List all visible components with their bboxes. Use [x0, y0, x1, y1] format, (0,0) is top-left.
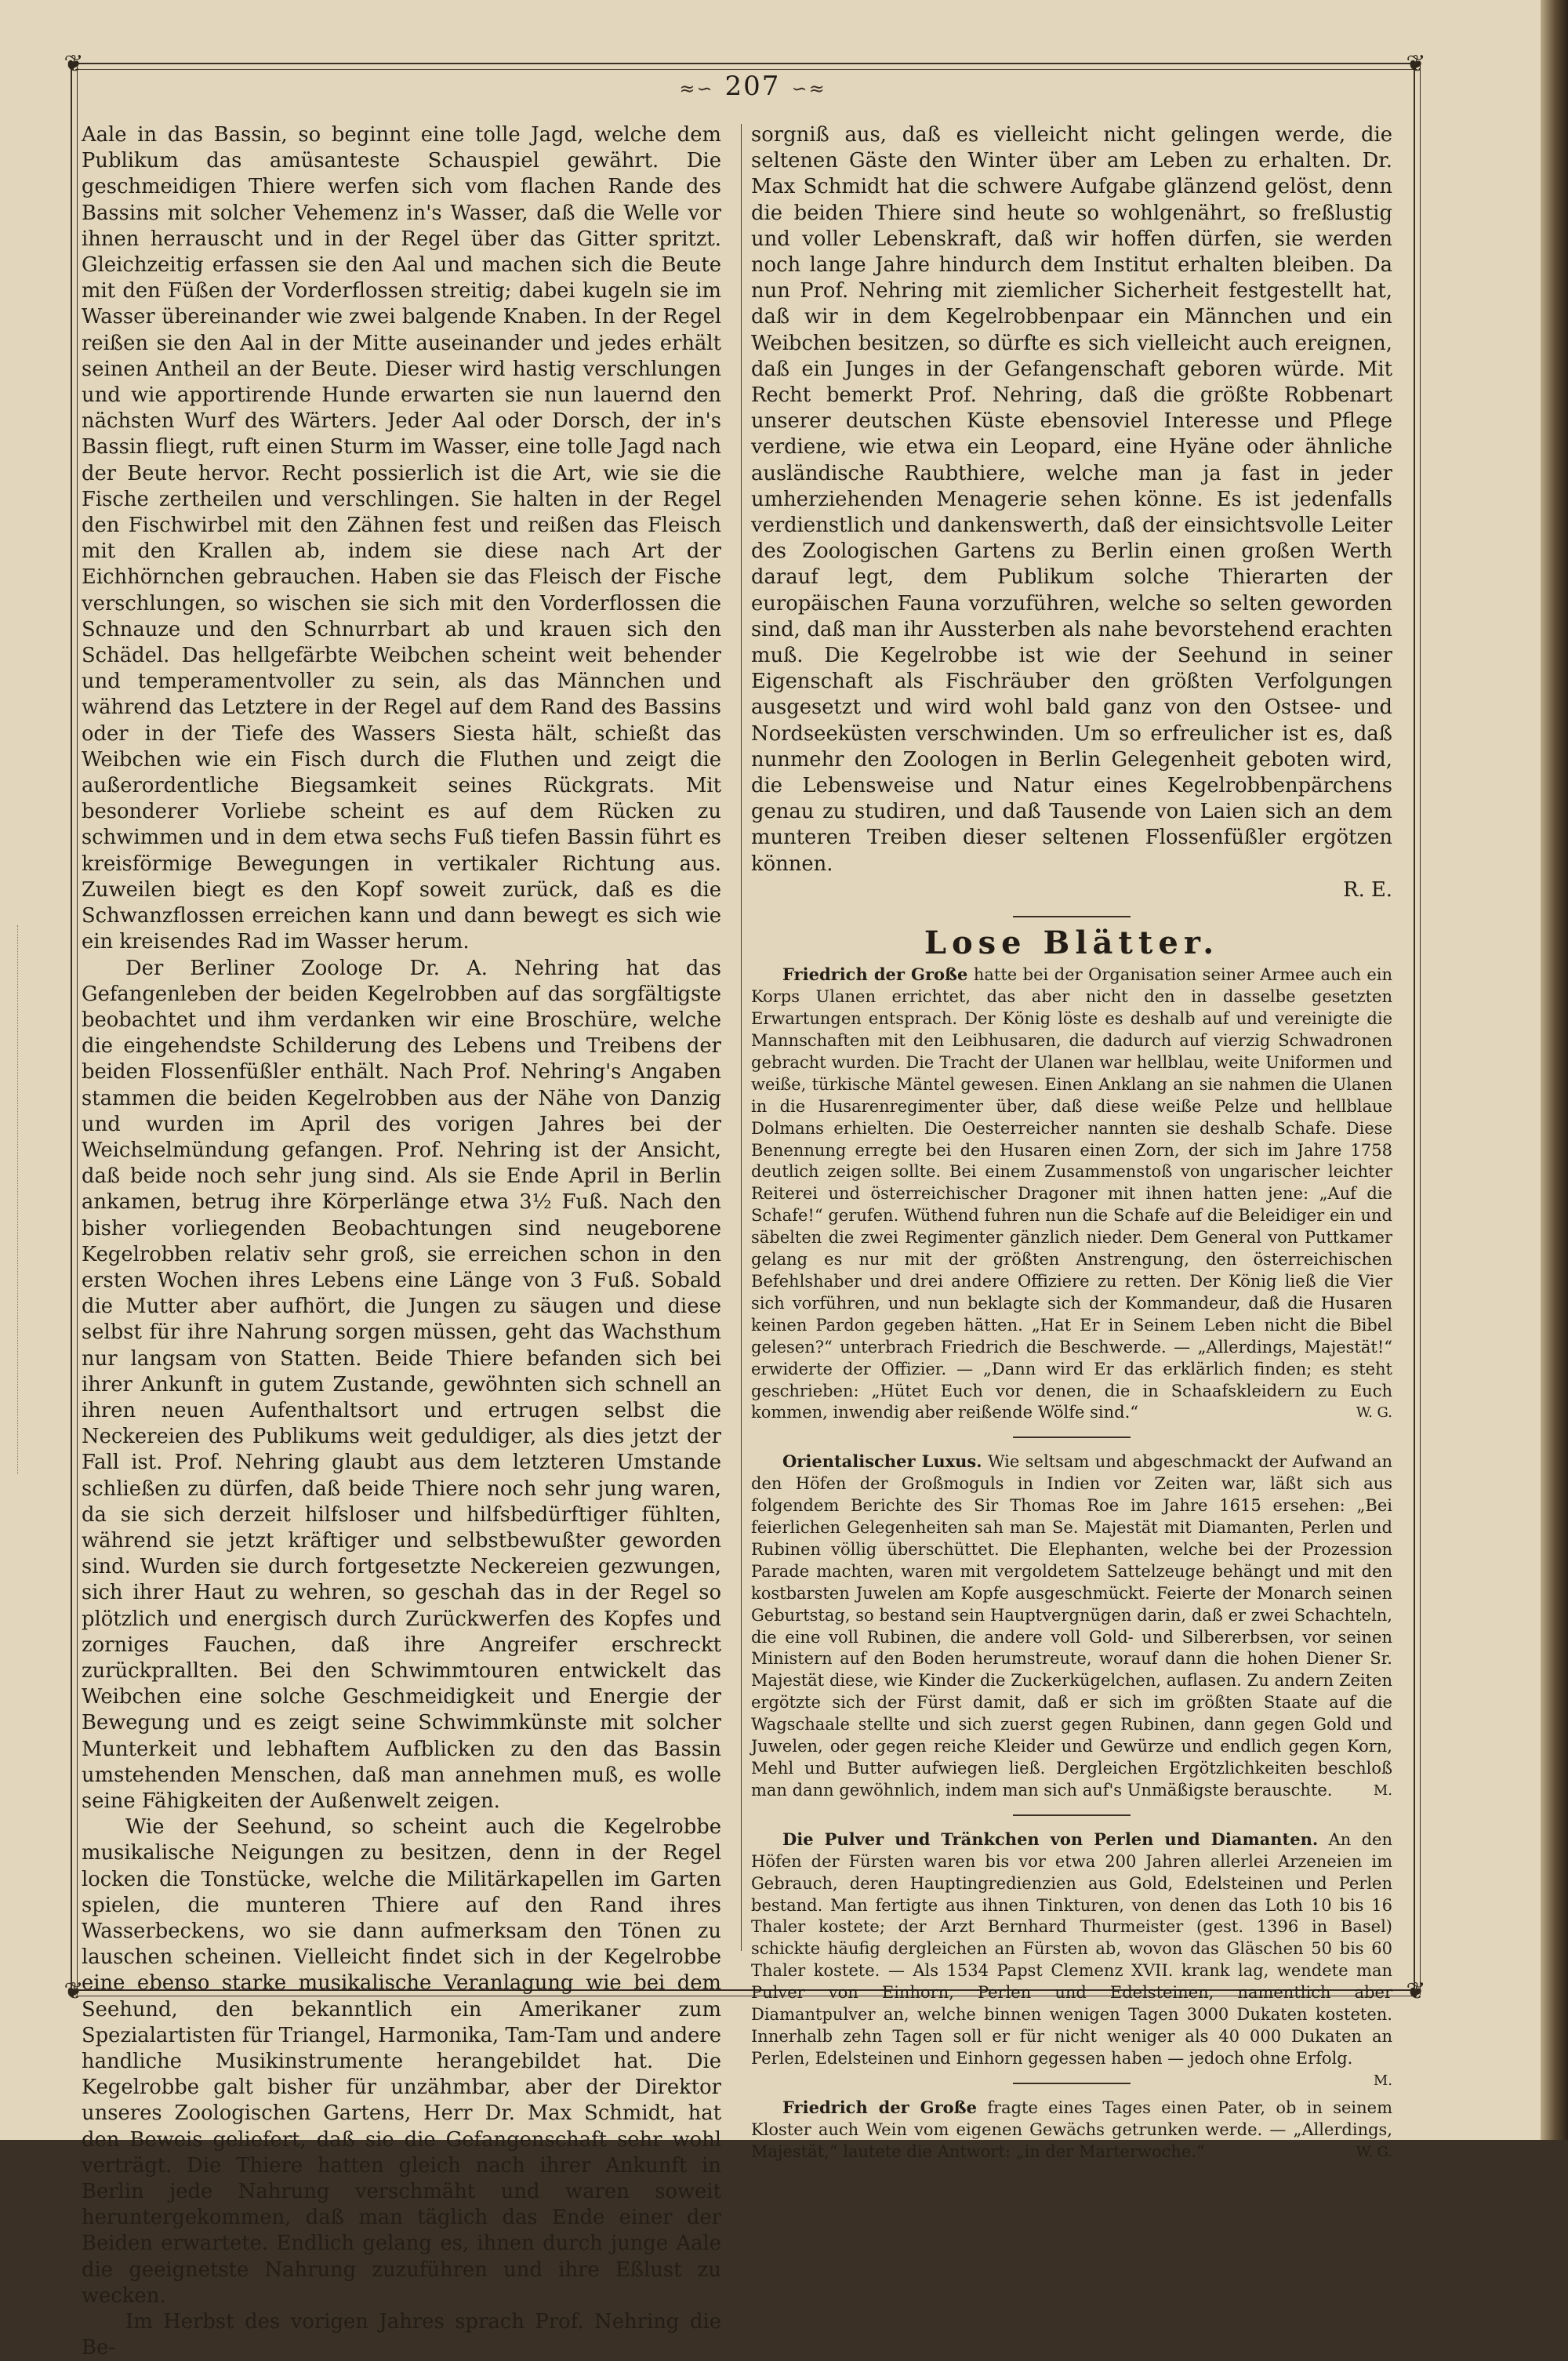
anecdote-item — [751, 2097, 1392, 2163]
page-gutter — [0, 925, 18, 1474]
anecdote-signature: M. — [1373, 2072, 1392, 2089]
article-continuation: sorgniß aus, daß es vielleicht nicht gelingen werde, die seltenen Gäste den Winter über am Leben zu erhalten. Dr. Max Schmidt hat die schwere Aufgabe glänzend gelöst, denn die beiden Thiere sind heute so wohlgenährt, so freßlustig und voller Lebenskraft, daß wir hoffen dürfen, sie werden noch lange Jahre hindurch dem Institut erhalten bleiben. Da nun Prof. Nehring mit ziemlicher Sicherheit festgestellt hat, daß wir in dem Kegelrobbenpaar ein Männchen und ein Weibchen besitzen, so dürfte es sich vielleicht auch ereignen, daß ein Junges in der Gefangenschaft geboren würde. Mit Recht bemerkt Prof. Nehring, daß die größte Robbenart unserer deutschen Küste ebensoviel Interesse und Pflege verdiene, wie etwa ein Leopard, eine Hyäne oder ähnliche ausländische Raubthiere, welche man ja fast in jeder umherziehenden Menagerie sehen könne. Es ist jedenfalls verdienstlich und dankenswerth, daß der einsichtsvolle Leiter des Zoologischen Gartens zu Berlin einen großen Werth darauf legt, dem Publikum solche Thierarten der europäischen Fauna vorzuführen, welche so selten geworden sind, daß man ihr Aussterben als nahe bevorstehend erachten muß. Die Kegelrobbe ist wie der Seehund in seiner Eigenschaft als Fischräuber den größten Verfolgungen ausgesetzt und wird wohl bald ganz von den Ostsee- und Nordseeküsten verschwinden. Um so erfreulicher ist es, daß nunmehr den Zoologen in Berlin Gelegenheit geboten wird, die Lebensweise und Natur eines Kegelrobbenpärchens genau zu studiren, und daß Tausende von Laien sich an dem munteren Treiben dieser seltenen Flossenfüßler ergötzen können. — [751, 123, 1392, 876]
anecdote-text: hatte bei der Organisation seiner Armee auch ein Korps Ulanen errichtet, das aber nicht den in dasselbe gesetzten Erwartungen entsprach. Der König löste es deshalb auf und vereinigte die Mannschaften mit den Leibhusaren, die dadurch auf vierzig Schwadronen gebracht wurden. Die Tracht der Ulanen war hellblau, weite Uniformen und weiße, türkische Mäntel gewesen. Einen Anklang an sie nahmen die Ulanen in die Husarenregimenter über, daß diese weiße Pelze und hellblaue Dolmans erhielten. Die Oesterreicher nannten sie deshalb Schafe. Diese Benennung erregte bei den Husaren einen Zorn, der sich im Jahre 1758 deutlich zeigen sollte. Bei einem Zusammenstoß von ungarischer leichter Reiterei und österreichischer Dragoner mit ihnen hatten jene: „Auf die Schafe!“ gerufen. Wüthend fuhren nun die Schafe auf die Beleidiger ein und säbelten die zwei Regimenter gänzlich nieder. Dem General von Puttkamer gelang es nur mit der größten Anstrengung, den österreichischen Befehlshaber und drei andere Offiziere zu retten. Der König ließ die Vier sich vorführen, und nun beklagte sich der Kommandeur, daß die Husaren keinen Pardon gegeben hätten. „Hat Er in Seinem Leben nicht die Bibel gelesen?“ unterbrach Friedrich die Beschwerde. — „Allerdings, Majestät!“ erwiderte der Offizier. — „Dann wird Er das erklärlich finden; es steht geschrieben: „Hütet Euch vor denen, die in Schaafskleidern zu Euch kommen, inwendig aber reißende Wölfe sind.“ — [751, 965, 1392, 1422]
section-title: Lose Blätter. — [924, 924, 1220, 962]
page-edge-shadow — [1541, 0, 1568, 2140]
anecdote-item — [751, 1451, 1392, 1802]
anecdote-text: fragte eines Tages einen Pater, ob in seinem Kloster auch Wein vom eigenen Gewächs getrunken werde. — „Allerdings, Majestät,“ lautete die Antwort: „in der Marterwoche.“ — [751, 2098, 1392, 2161]
item-divider — [1013, 1814, 1131, 1816]
frame-right-rule — [1414, 63, 1421, 1995]
column-divider — [741, 124, 742, 1951]
anecdote-lead: Friedrich der Große — [782, 964, 968, 985]
anecdote-lead: Friedrich der Große — [782, 2097, 977, 2117]
corner-ornament-icon: ❦ — [1406, 1978, 1426, 2005]
left-column — [82, 122, 721, 2361]
anecdote-item — [751, 964, 1392, 1424]
article-paragraph: Aale in das Bassin, so beginnt eine tolle Jagd, welche dem Publikum das amüsanteste Schauspiel gewährt. Die geschmeidigen Thiere werfen sich vom flachen Rande des Bassins mit solcher Vehemenz in's Wasser, daß die Welle vor ihnen herrauscht und in der Regel über das Gitter spritzt. Gleichzeitig erfassen sie den Aal und machen sich die Beute mit den Füßen der Vorderflossen streitig; dabei kugeln sie im Wasser übereinander wie zwei balgende Knaben. In der Regel reißen sie den Aal in der Mitte auseinander und jedes erhält seinen Antheil an der Beute. Dieser wird hastig verschlungen und wie apportirende Hunde erwarten sie nun lauernd den nächsten Wurf des Wärters. Jeder Aal oder Dorsch, der in's Bassin fliegt, ruft einen Sturm im Wasser, eine tolle Jagd nach der Beute hervor. Recht possierlich ist die Art, wie sie die Fische zertheilen und verschlingen. Sie halten in der Regel den Fischwirbel mit den Zähnen fest und reißen das Fleisch mit den Krallen ab, indem sie diese nach Art der Eichhörnchen gebrauchen. Haben sie das Fleisch der Fische verschlungen, so wischen sie sich mit den Vorderflossen die Schnauze und den Schnurrbart ab und krauen sich den Schädel. Das hellgefärbte Weibchen scheint weit behender und temperamentvoller zu sein, als das Männchen und während das Letztere in der Regel auf dem Rand des Bassins oder in der Tiefe des Wassers Siesta hält, schießt das Weibchen wie ein Fisch durch die Fluthen und zeigt die außerordentliche Biegsamkeit seines Rückgrats. Mit besonderer Vorliebe scheint es auf dem Rücken zu schwimmen und in dem etwa sechs Fuß tiefen Bassin führt es kreisförmige Bewegungen in vertikaler Richtung aus. Zuweilen biegt es den Kopf soweit zurück, daß es die Schwanzflossen erreichen kann und dann bewegt es sich wie ein kreisendes Rad im Wasser herum. — [82, 123, 721, 954]
anecdote-text: An den Höfen der Fürsten waren bis vor etwa 200 Jahren allerlei Arzeneien im Gebrauch, deren Hauptingredienzien aus Gold, Edelsteinen und Perlen bestand. Man fertigte aus ihnen Tinkturen, von denen das Loth 10 bis 16 Thaler kostete; der Arzt Bernhard Thurmeister (gest. 1396 in Basel) schickte häufig dergleichen an Fürsten ab, wovon das Gläschen 50 bis 60 Thaler kostete. — Als 1534 Papst Clemenz XVII. krank lag, wendete man Pulver von Einhorn, Perlen und Edelsteinen, namentlich aber Diamantpulver an, welche binnen wenigen Tagen 3000 Dukaten kosteten. Innerhalb zehn Tagen soll er für nicht weniger als 40 000 Dukaten an Perlen, Edelsteinen und Einhorn gegessen haben — jedoch ohne Erfolg. — [751, 1829, 1392, 2068]
ornament-left-icon: ≈∽ — [679, 78, 714, 100]
anecdote-item — [751, 1829, 1392, 2089]
frame-top-rule — [75, 63, 1417, 70]
anecdote-lead: Die Pulver und Tränkchen von Perlen und Diamanten. — [782, 1829, 1319, 1849]
anecdote-signature: W. G. — [1356, 2143, 1392, 2160]
article-signature: R. E. — [1343, 877, 1392, 902]
item-divider — [1013, 1437, 1131, 1438]
anecdote-signature: M. — [1373, 1782, 1392, 1799]
right-column — [751, 122, 1392, 2163]
anecdote-list — [751, 964, 1392, 2163]
article-paragraph: Im Herbst des vorigen Jahres sprach Prof. Nehring die Be- — [82, 2310, 721, 2360]
anecdote-text: Wie seltsam und abgeschmackt der Aufwand an den Höfen der Großmoguls in Indien vor Zeiten war, läßt sich aus folgendem Berichte des Sir Thomas Roe im Jahre 1615 ersehen: „Bei feierlichen Gelegenheiten sah man Se. Majestät mit Diamanten, Perlen und Rubinen völlig überschüttet. Die Elephanten, welche bei der Prozession Parade machten, waren mit vergoldetem Sattelzeuge behängt und mit den kostbarsten Juwelen am Kopfe ausgeschmückt. Feierte der Monarch seinen Geburtstag, so bestand sein Hauptvergnügen darin, daß er zwei Schachteln, die eine voll Rubinen, die andere voll Gold- und Silbererbsen, vor seinen Ministern auf den Boden herumstreute, worauf dann die hohen Diener Sr. Majestät diese, wie Kinder die Zuckerkügelchen, auflasen. Zu andern Zeiten ergötzte sich der Fürst damit, daß er sich im größten Staate auf die Wagschaale stellte und sich zuerst gegen Rubinen, dann gegen Gold und Juwelen, oder gegen reiche Kleider und Gewürze und endlich gegen Korn, Mehl und Butter aufwiegen ließ. Dergleichen Ergötzlichkeiten beschloß man dann gewöhnlich, indem man sich auf's Unmäßigste berauschte. — [751, 1452, 1392, 1800]
anecdote-lead: Orientalischer Luxus. — [782, 1451, 982, 1472]
anecdote-signature: W. G. — [1356, 1404, 1392, 1422]
ornament-right-icon: ∽≈ — [791, 78, 826, 100]
corner-ornament-icon: ❦ — [64, 50, 84, 78]
page-number: 207 — [724, 71, 781, 102]
corner-ornament-icon: ❦ — [1406, 50, 1426, 78]
article-paragraph: Wie der Seehund, so scheint auch die Kegelrobbe musikalische Neigungen zu besitzen, denn in der Regel locken die Tonstücke, welche die Militärkapellen im Garten spielen, die munteren Thiere auf den Rand ihres Wasserbeckens, wo sie dann aufmerksam den Tönen zu lauschen scheinen. Vielleicht findet sich in der Kegelrobbe eine ebenso starke musikalische Veranlagung wie bei dem Seehund, den bekanntlich ein Amerikaner zum Spezialartisten für Triangel, Harmonika, Tam-Tam und andere handliche Musikinstrumente herangebildet hat. Die Kegelrobbe galt bisher für unzähmbar, aber der Direktor unseres Zoologischen Gartens, Herr Dr. Max Schmidt, hat den Beweis geliefert, daß sie die Gefangenschaft sehr wohl verträgt. Die Thiere hatten gleich nach ihrer Ankunft in Berlin jede Nahrung verschmäht und waren soweit heruntergekommen, daß man täglich das Ende einer der Beiden erwartete. Endlich gelang es, ihnen durch junge Aale die geeignetste Nahrung zuzuführen und ihre Eßlust zu wecken. — [82, 1815, 721, 2308]
article-paragraph: Der Berliner Zoologe Dr. A. Nehring hat das Gefangenleben der beiden Kegelrobben auf das sorgfältigste beobachtet und ihm verdanken wir eine Broschüre, welche die eingehendste Schilderung des Lebens und Treibens der beiden Flossenfüßler enthält. Nach Prof. Nehring's Angaben stammen die beiden Kegelrobben aus der Nähe von Danzig und wurden im April des vorigen Jahres bei der Weichselmündung gefangen. Prof. Nehring ist der Ansicht, daß beide noch sehr jung sind. Als sie Ende April in Berlin ankamen, betrug ihre Körperlänge etwa 3½ Fuß. Nach den bisher vorliegenden Beobachtungen sind neugeborene Kegelrobben relativ sehr groß, sie erreichen schon in den ersten Wochen ihres Lebens eine Länge von 3 Fuß. Sobald die Mutter aber aufhört, die Jungen zu säugen und diese selbst für ihre Nahrung sorgen müssen, geht das Wachsthum nur langsam von Statten. Beide Thiere befanden sich bei ihrer Ankunft in gutem Zustande, gewöhnten sich schnell an ihren neuen Aufenthaltsort und ertrugen selbst die Neckereien des Publikums weit geduldiger, als dies jetzt der Fall ist. Prof. Nehring glaubt aus dem letzteren Umstande schließen zu dürfen, daß beide Thiere noch sehr jung waren, da sie sich derzeit hilfsloser und hilfsbedürftiger fühlten, während sie jetzt kräftiger und selbstbewußter geworden sind. Wurden sie durch fortgesetzte Neckereien gezwungen, sich ihrer Haut zu wehren, so geschah das in der Regel so plötzlich und energisch durch Zurückwerfen des Kopfes und zorniges Fauchen, daß ihre Angreifer erschreckt zurückprallten. Bei den Schwimmtouren entwickelt das Weibchen eine solche Geschmeidigkeit und Energie der Bewegung und es zeigt seine Schwimmkünste mit solcher Munterkeit und lebhaftem Aufblicken zu den das Bassin umstehenden Menschen, daß man annehmen muß, es wolle seine Fähigkeiten der Außenwelt zeigen. — [82, 956, 721, 1813]
item-divider — [1013, 2083, 1131, 2084]
frame-left-rule — [71, 63, 78, 1995]
page-header — [612, 71, 894, 102]
section-divider — [1013, 916, 1131, 917]
corner-ornament-icon: ❦ — [64, 1978, 84, 2005]
